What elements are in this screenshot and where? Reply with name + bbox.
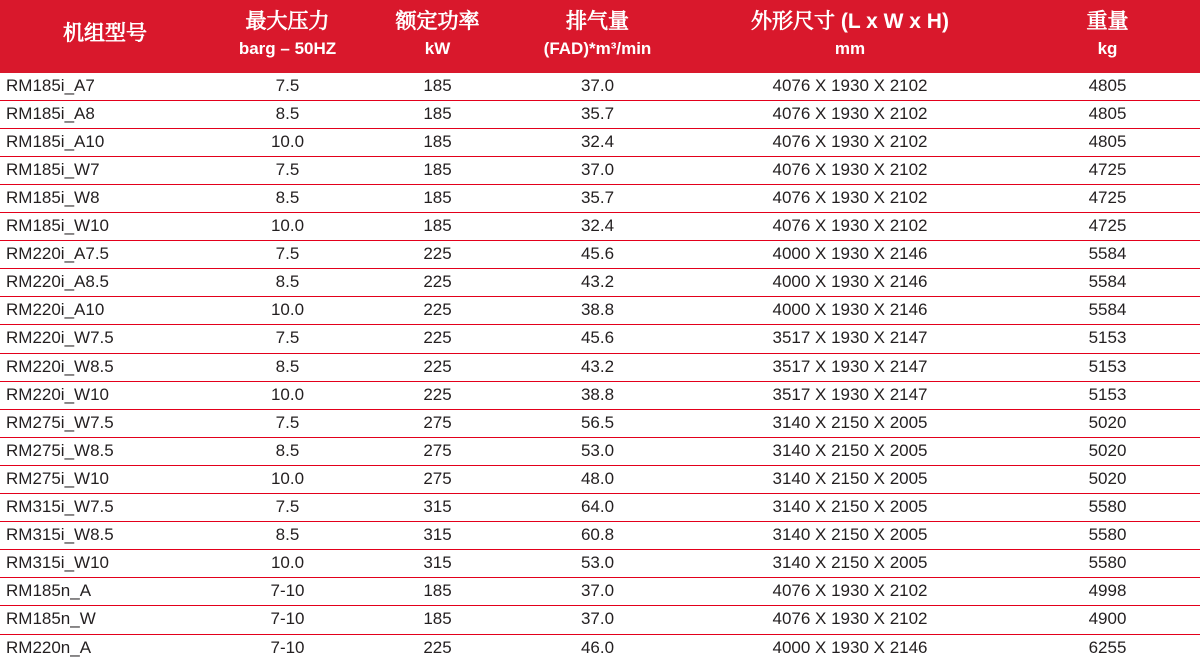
column-header-weight-unit: kg <box>1097 38 1118 58</box>
column-header-flow-main: 排气量 <box>566 10 629 33</box>
cell-weight: 5580 <box>1015 494 1200 522</box>
cell-dimensions: 3140 X 2150 X 2005 <box>685 437 1015 465</box>
cell-pressure: 7.5 <box>210 241 365 269</box>
cell-power: 275 <box>365 437 510 465</box>
column-header-dimensions-unit: mm <box>834 38 866 58</box>
cell-pressure: 10.0 <box>210 128 365 156</box>
cell-model: RM275i_W10 <box>0 465 210 493</box>
column-header-pressure-unit: barg – 50HZ <box>238 38 337 58</box>
cell-model: RM185i_A7 <box>0 73 210 101</box>
cell-power: 185 <box>365 156 510 184</box>
cell-pressure: 10.0 <box>210 550 365 578</box>
cell-power: 315 <box>365 522 510 550</box>
cell-model: RM220n_A <box>6 637 92 657</box>
cell-model: RM220i_W7.5 <box>0 325 210 353</box>
table-row <box>0 522 1200 550</box>
cell-power: 275 <box>365 465 510 493</box>
cell-power: 225 <box>365 353 510 381</box>
cell-power: 225 <box>365 381 510 409</box>
cell-power: 315 <box>365 494 510 522</box>
cell-power: 225 <box>423 637 452 657</box>
cell-dimensions: 4000 X 1930 X 2146 <box>685 269 1015 297</box>
cell-model: RM185i_A8 <box>0 100 210 128</box>
cell-dimensions: 4076 X 1930 X 2102 <box>685 128 1015 156</box>
table-row <box>0 494 1200 522</box>
cell-pressure: 10.0 <box>210 297 365 325</box>
cell-model: RM315i_W10 <box>0 550 210 578</box>
column-header-pressure-main: 最大压力 <box>245 10 330 33</box>
cell-power: 185 <box>365 213 510 241</box>
cell-weight: 6255 <box>1088 637 1127 657</box>
column-header-flow <box>510 0 685 73</box>
cell-power: 185 <box>365 73 510 101</box>
cell-dimensions: 4076 X 1930 X 2102 <box>685 213 1015 241</box>
cell-dimensions: 4000 X 1930 X 2146 <box>772 637 928 657</box>
cell-model: RM275i_W8.5 <box>0 437 210 465</box>
cell-flow: 37.0 <box>510 578 685 606</box>
cell-model: RM220i_A7.5 <box>0 241 210 269</box>
table-row <box>0 73 1200 101</box>
cell-model: RM185i_W8 <box>0 185 210 213</box>
cell-weight: 5020 <box>1015 409 1200 437</box>
cell-dimensions: 4076 X 1930 X 2102 <box>685 606 1015 634</box>
cell-power: 225 <box>365 241 510 269</box>
column-header-power-unit: kW <box>424 38 451 58</box>
cell-model: RM185i_A10 <box>0 128 210 156</box>
cell-model: RM220i_A8.5 <box>0 269 210 297</box>
cell-pressure: 8.5 <box>210 185 365 213</box>
column-header-model-main: 机组型号 <box>63 21 147 45</box>
column-header-power <box>365 0 510 73</box>
column-header-weight <box>1015 0 1200 73</box>
cell-weight: 5580 <box>1015 522 1200 550</box>
cell-weight: 5584 <box>1015 269 1200 297</box>
cell-weight: 4900 <box>1015 606 1200 634</box>
cell-weight: 4725 <box>1015 213 1200 241</box>
cell-power: 275 <box>365 409 510 437</box>
cell-model: RM275i_W7.5 <box>0 409 210 437</box>
cell-power: 225 <box>365 325 510 353</box>
cell-weight: 5584 <box>1015 297 1200 325</box>
cell-flow: 45.6 <box>510 325 685 353</box>
table-row <box>0 269 1200 297</box>
cell-pressure: 10.0 <box>210 213 365 241</box>
cell-dimensions: 4000 X 1930 X 2146 <box>685 297 1015 325</box>
cell-model: RM315i_W8.5 <box>0 522 210 550</box>
cell-dimensions: 3517 X 1930 X 2147 <box>685 381 1015 409</box>
cell-dimensions: 3517 X 1930 X 2147 <box>685 325 1015 353</box>
cell-power: 315 <box>365 550 510 578</box>
cell-flow: 43.2 <box>510 269 685 297</box>
cell-model: RM185i_W10 <box>0 213 210 241</box>
cell-dimensions: 4000 X 1930 X 2146 <box>685 241 1015 269</box>
table-header <box>0 0 1200 73</box>
cell-dimensions: 3140 X 2150 X 2005 <box>685 522 1015 550</box>
cell-pressure: 7.5 <box>210 409 365 437</box>
cell-power: 185 <box>365 128 510 156</box>
cell-flow: 43.2 <box>510 353 685 381</box>
cell-dimensions: 3140 X 2150 X 2005 <box>685 494 1015 522</box>
cell-weight: 4805 <box>1015 100 1200 128</box>
cell-dimensions: 4076 X 1930 X 2102 <box>685 578 1015 606</box>
column-header-dimensions <box>685 0 1015 73</box>
table-row <box>0 325 1200 353</box>
cell-power: 225 <box>365 297 510 325</box>
table-row <box>0 185 1200 213</box>
cell-flow: 38.8 <box>510 297 685 325</box>
cell-dimensions: 4076 X 1930 X 2102 <box>685 100 1015 128</box>
cell-pressure: 7-10 <box>210 578 365 606</box>
cell-weight: 5020 <box>1015 437 1200 465</box>
cell-pressure: 7.5 <box>210 494 365 522</box>
cell-dimensions: 4076 X 1930 X 2102 <box>685 185 1015 213</box>
table-row <box>0 297 1200 325</box>
cell-flow: 64.0 <box>510 494 685 522</box>
cell-flow: 53.0 <box>510 550 685 578</box>
cell-dimensions: 3140 X 2150 X 2005 <box>685 465 1015 493</box>
cell-flow: 46.0 <box>580 637 615 657</box>
column-header-flow-unit: (FAD)*m³/min <box>543 38 652 58</box>
cell-flow: 38.8 <box>510 381 685 409</box>
cell-dimensions: 3140 X 2150 X 2005 <box>685 550 1015 578</box>
table-row <box>0 606 1200 634</box>
table-row <box>0 381 1200 409</box>
column-header-power-main: 额定功率 <box>395 10 480 33</box>
cell-weight: 5020 <box>1015 465 1200 493</box>
cell-flow: 32.4 <box>510 128 685 156</box>
table-row <box>0 353 1200 381</box>
cell-weight: 5584 <box>1015 241 1200 269</box>
cell-weight: 4725 <box>1015 156 1200 184</box>
cell-power: 185 <box>365 185 510 213</box>
cell-model: RM220i_W8.5 <box>0 353 210 381</box>
cell-pressure: 7.5 <box>210 156 365 184</box>
cell-flow: 48.0 <box>510 465 685 493</box>
cell-pressure: 10.0 <box>210 465 365 493</box>
cell-flow: 37.0 <box>510 156 685 184</box>
cell-pressure: 8.5 <box>210 353 365 381</box>
cell-flow: 53.0 <box>510 437 685 465</box>
cell-dimensions: 3517 X 1930 X 2147 <box>685 353 1015 381</box>
cell-weight: 4998 <box>1015 578 1200 606</box>
cell-model: RM185n_W <box>0 606 210 634</box>
table-row <box>0 550 1200 578</box>
cell-model: RM185n_A <box>0 578 210 606</box>
cell-dimensions: 4076 X 1930 X 2102 <box>685 156 1015 184</box>
cell-flow: 32.4 <box>510 213 685 241</box>
cell-weight: 5153 <box>1015 381 1200 409</box>
cell-weight: 4805 <box>1015 128 1200 156</box>
cell-power: 225 <box>365 269 510 297</box>
table-row <box>0 634 1200 662</box>
cell-pressure: 7-10 <box>210 606 365 634</box>
cell-pressure: 10.0 <box>210 381 365 409</box>
table-row <box>0 578 1200 606</box>
table-row <box>0 213 1200 241</box>
cell-model: RM220i_W10 <box>0 381 210 409</box>
cell-weight: 4805 <box>1015 73 1200 101</box>
cell-model: RM315i_W7.5 <box>0 494 210 522</box>
column-header-dimensions-main: 外形尺寸 (L x W x H) <box>751 10 949 33</box>
cell-pressure: 8.5 <box>210 100 365 128</box>
cell-power: 185 <box>365 100 510 128</box>
cell-flow: 35.7 <box>510 100 685 128</box>
cell-model: RM185i_W7 <box>0 156 210 184</box>
table-header-row <box>0 0 1200 73</box>
cell-pressure: 8.5 <box>210 437 365 465</box>
cell-dimensions: 4076 X 1930 X 2102 <box>685 73 1015 101</box>
table-row <box>0 437 1200 465</box>
table-body <box>0 73 1200 662</box>
table-row <box>0 409 1200 437</box>
cell-weight: 5153 <box>1015 353 1200 381</box>
cell-flow: 37.0 <box>510 606 685 634</box>
cell-flow: 35.7 <box>510 185 685 213</box>
cell-power: 185 <box>365 606 510 634</box>
cell-dimensions: 3140 X 2150 X 2005 <box>685 409 1015 437</box>
table-row <box>0 465 1200 493</box>
cell-weight: 4725 <box>1015 185 1200 213</box>
cell-pressure: 7.5 <box>210 325 365 353</box>
cell-flow: 60.8 <box>510 522 685 550</box>
cell-flow: 37.0 <box>510 73 685 101</box>
table-row <box>0 128 1200 156</box>
cell-model: RM220i_A10 <box>0 297 210 325</box>
cell-flow: 56.5 <box>510 409 685 437</box>
table-row <box>0 241 1200 269</box>
cell-weight: 5153 <box>1015 325 1200 353</box>
column-header-weight-main: 重量 <box>1086 10 1129 33</box>
cell-pressure: 8.5 <box>210 269 365 297</box>
table-row <box>0 156 1200 184</box>
cell-power: 185 <box>365 578 510 606</box>
table-row <box>0 100 1200 128</box>
cell-pressure: 7.5 <box>210 73 365 101</box>
cell-flow: 45.6 <box>510 241 685 269</box>
cell-pressure: 7-10 <box>270 637 305 657</box>
column-header-pressure <box>210 0 365 73</box>
cell-pressure: 8.5 <box>210 522 365 550</box>
column-header-model <box>0 0 210 73</box>
cell-weight: 5580 <box>1015 550 1200 578</box>
